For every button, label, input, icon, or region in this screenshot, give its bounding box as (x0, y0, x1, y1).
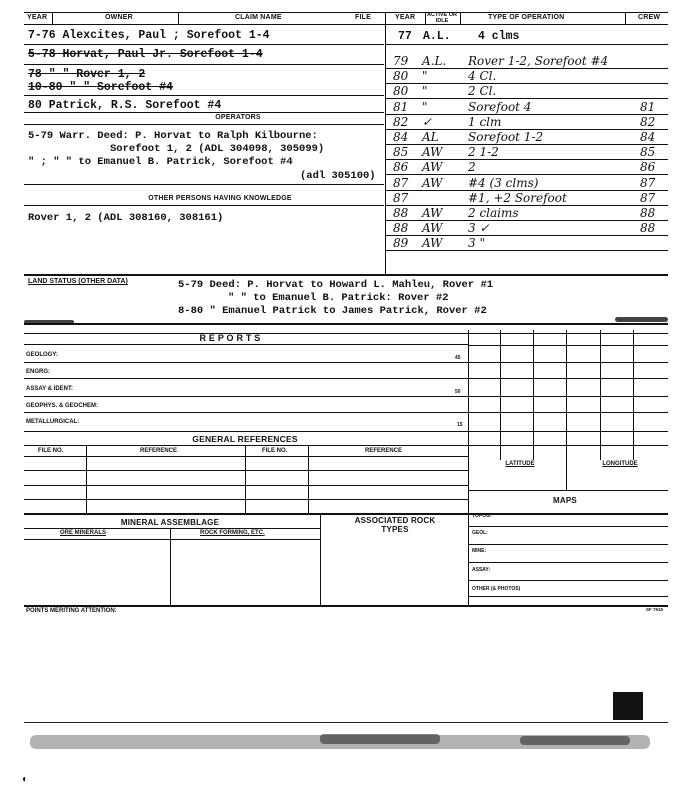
report-assay: ASSAY & IDENT: (26, 386, 74, 392)
header-file: FILE (355, 14, 371, 21)
maps-label: MAPS (553, 496, 577, 505)
ref-header-file-no-2: FILE NO. (262, 448, 288, 454)
activity-year: 80 (393, 84, 409, 99)
smudge-mark (615, 317, 668, 322)
activity-active: AL (422, 130, 439, 144)
activity-year: 82 (393, 114, 409, 129)
report-assay-num: 50 (455, 389, 461, 395)
ref-header-reference: REFERENCE (140, 448, 178, 454)
operator-row: 5-79 Warr. Deed: P. Horvat to Ralph Kilbourne: (28, 130, 318, 142)
land-status-label: LAND STATUS (OTHER DATA) (28, 278, 128, 285)
activity-crew: 84 (640, 130, 656, 144)
reports-title: R E P O R T S (199, 333, 261, 343)
land-status-line: 8-80 " Emanuel Patrick to James Patrick, Rover #2 (178, 305, 487, 317)
activity-active: A.L. (423, 30, 451, 43)
operators-label: OPERATORS (215, 114, 261, 121)
activity-year: 80 (393, 69, 409, 84)
row-rule (385, 250, 668, 251)
activity-crew: 81 (640, 99, 656, 114)
map-geol: GEOL: (472, 530, 488, 536)
map-assay: ASSAY: (472, 567, 491, 573)
activity-type: Rover 1-2, Sorefoot #4 (468, 54, 609, 68)
operator-row: (adl 305100) (300, 170, 376, 182)
ore-minerals-label: ORE MINERALS (60, 530, 107, 536)
activity-active: AW (422, 206, 443, 220)
latitude-label: LATITUDE (505, 461, 535, 467)
header-type-of-operation: TYPE OF OPERATION (488, 14, 565, 21)
mineral-assemblage-title: MINERAL ASSEMBLAGE (120, 518, 220, 527)
activity-type: 3 ✓ (468, 221, 490, 236)
activity-type: #1, +2 Sorefoot (468, 190, 567, 205)
activity-year: 88 (393, 206, 409, 220)
activity-year: 87 (393, 175, 409, 190)
rock-forming-label: ROCK FORMING, ETC. (200, 530, 265, 536)
activity-year: 87 (393, 190, 409, 205)
activity-year: 88 (393, 221, 409, 236)
activity-type: 3 " (468, 236, 485, 251)
activity-active: AW (422, 221, 443, 236)
longitude-label: LONGITUDE (602, 461, 638, 467)
activity-crew: 87 (640, 175, 656, 190)
report-geophys: GEOPHYS. & GEOCHEM: (26, 403, 99, 409)
scan-smudge (520, 736, 630, 745)
knowledge-label: OTHER PERSONS HAVING KNOWLEDGE (148, 195, 292, 202)
owner-row: 10-80 " " Sorefoot #4 (28, 81, 173, 94)
black-square-mark (613, 692, 643, 720)
activity-active: " (422, 84, 428, 99)
operator-row: " ; " " to Emanuel B. Patrick, Sorefoot #4 (28, 156, 293, 168)
owner-row: 78 " " Rover 1, 2 (28, 68, 146, 81)
associated-rock-types: ASSOCIATED ROCK TYPES (354, 516, 436, 534)
scan-smudge (320, 734, 440, 744)
activity-year: 84 (393, 130, 409, 144)
report-metallurgical: METALLURGICAL: (26, 419, 80, 425)
activity-type: 2 (468, 160, 476, 175)
corner-mark: ◐ (22, 774, 29, 785)
map-topog: TOPOG: (472, 513, 492, 519)
header-year: YEAR (27, 14, 48, 21)
owner-row: 7-76 Alexcites, Paul ; Sorefoot 1-4 (28, 29, 270, 42)
activity-crew: 88 (640, 206, 656, 220)
ref-header-reference-2: REFERENCE (365, 448, 403, 454)
activity-type: 2 claims (468, 206, 519, 220)
activity-crew: 82 (640, 114, 656, 129)
report-engrg: ENGRG: (26, 369, 50, 375)
activity-year: 77 (398, 30, 412, 43)
map-other: OTHER (& PHOTOS) (472, 586, 521, 592)
owner-row: 5-78 Horvat, Paul Jr. Sorefoot 1-4 (28, 48, 263, 61)
points-meriting-attention: POINTS MERITING ATTENTION: (26, 608, 117, 614)
header-owner: OWNER (105, 14, 133, 21)
activity-active: AW (422, 175, 443, 190)
activity-type: Sorefoot 1-2 (468, 130, 544, 144)
activity-crew: 88 (640, 221, 656, 236)
report-geology-num: 45 (455, 355, 461, 361)
activity-type: 4 Cl. (468, 69, 497, 84)
header-active-idle: ACTIVE OR IDLE (427, 12, 457, 24)
activity-type: 2 1-2 (468, 145, 499, 160)
activity-active: AW (422, 145, 443, 160)
activity-active: " (422, 99, 428, 114)
activity-type: 4 clms (478, 30, 520, 43)
land-status-line: " " to Emanuel B. Patrick: Rover #2 (228, 292, 449, 304)
activity-type: #4 (3 clms) (468, 175, 539, 190)
activity-year: 86 (393, 160, 409, 175)
activity-type: 2 Cl. (468, 84, 497, 99)
header-crew: CREW (638, 14, 661, 21)
general-references-title: GENERAL REFERENCES (192, 434, 298, 444)
land-status-line: 5-79 Deed: P. Horvat to Howard L. Mahleu, Rover #1 (178, 279, 494, 291)
report-metallurgical-num: 15 (457, 422, 463, 428)
activity-active: ✓ (422, 114, 433, 129)
activity-crew: 85 (640, 145, 656, 160)
activity-year: 79 (393, 54, 409, 68)
ref-header-file-no: FILE NO. (38, 448, 64, 454)
activity-crew: 86 (640, 160, 656, 175)
activity-crew: 87 (640, 190, 656, 205)
header-claim-name: CLAIM NAME (235, 14, 282, 21)
activity-active: " (422, 69, 428, 84)
owner-row: 80 Patrick, R.S. Sorefoot #4 (28, 99, 222, 112)
activity-type: Sorefoot 4 (468, 99, 532, 114)
operator-row: Sorefoot 1, 2 (ADL 304098, 305099) (110, 143, 325, 155)
report-geology: GEOLOGY: (26, 352, 58, 358)
form-number: SF 7515 (646, 607, 664, 612)
activity-type: 1 clm (468, 114, 502, 129)
activity-active: AW (422, 160, 443, 175)
map-mine: MINE: (472, 548, 487, 554)
header-year-2: YEAR (395, 14, 416, 21)
knowledge-text: Rover 1, 2 (ADL 308160, 308161) (28, 212, 224, 224)
activity-active: AW (422, 236, 443, 251)
activity-year: 85 (393, 145, 409, 160)
activity-active: A.L. (422, 54, 447, 68)
activity-year: 81 (393, 99, 409, 114)
activity-year: 89 (393, 236, 409, 251)
